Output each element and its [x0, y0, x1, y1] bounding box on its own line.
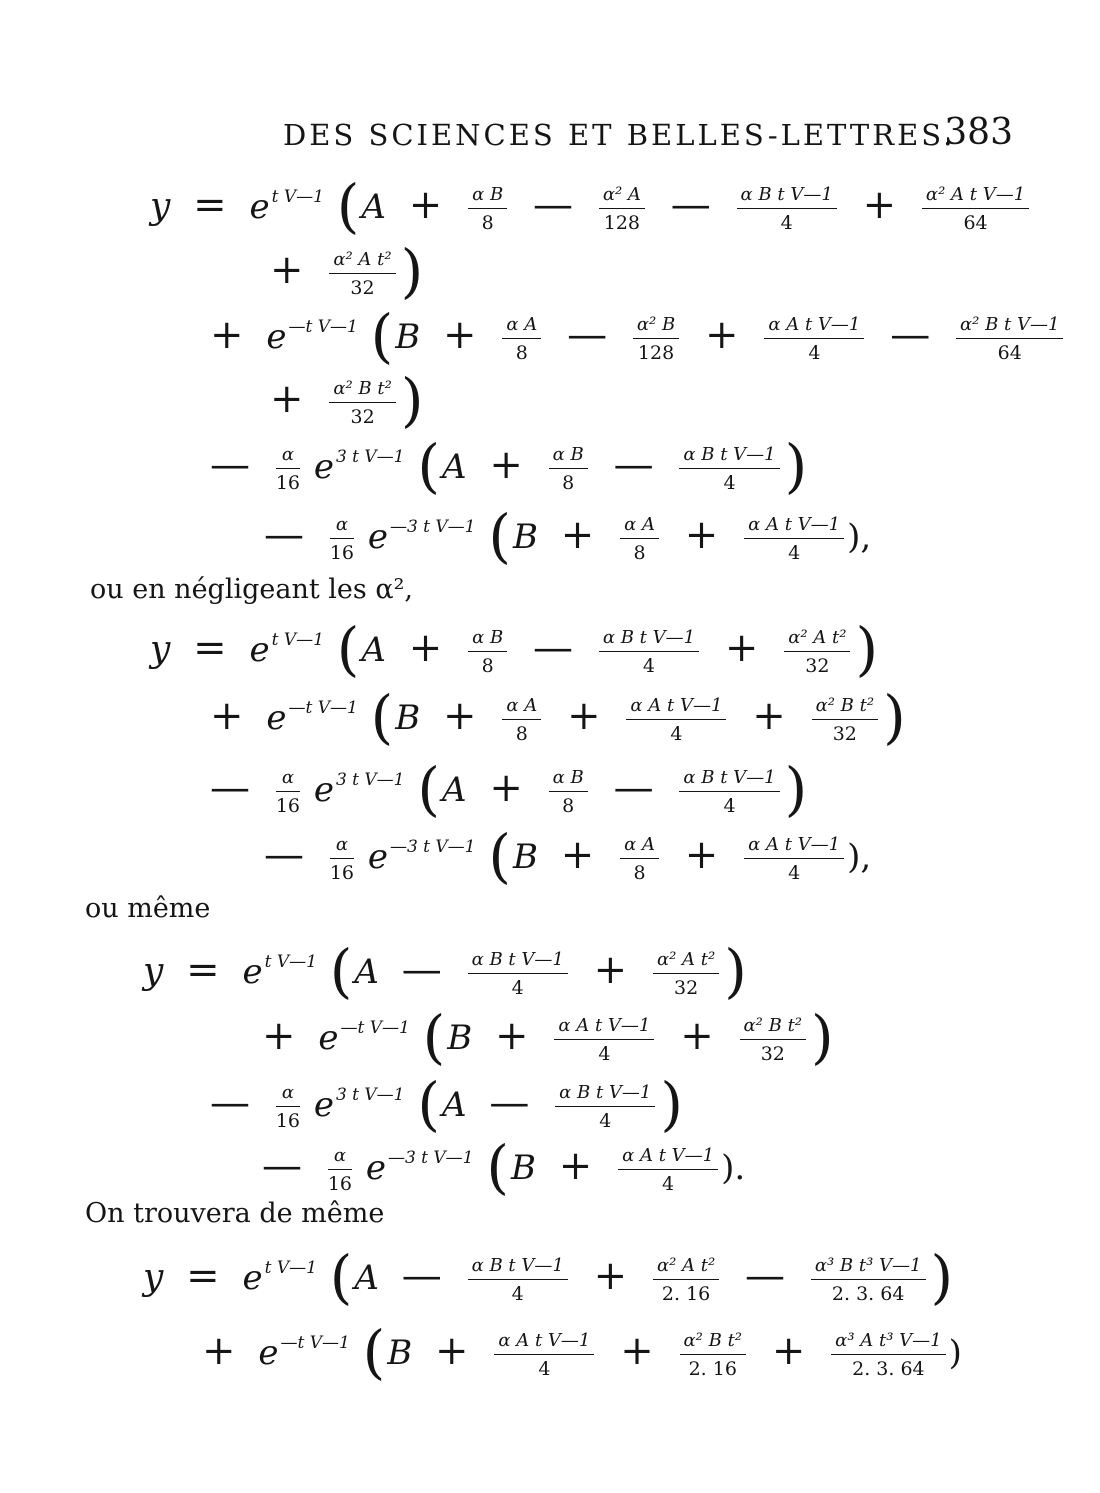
fraction: $\frac{\text{α² A t²}}{32}$	[784, 627, 850, 677]
right-paren: )	[784, 755, 808, 823]
fraction: $\frac{\text{α² B t²}}{32}$	[812, 695, 879, 745]
fraction: $\frac{\text{α² A t²}}{32}$	[653, 949, 719, 999]
right-paren: )	[855, 615, 879, 683]
fraction: $\frac{\text{α B t V—1}}{4}$	[679, 767, 779, 817]
fraction: $\frac{\text{α³ A t³ V—1}}{2. 3. 64}$	[831, 1330, 945, 1380]
fraction: $\frac{\text{α² B}}{128}$	[633, 314, 679, 364]
fraction: $\frac{\text{α A t V—1}}{4}$	[494, 1330, 594, 1380]
fraction: $\frac{\text{α B}}{8}$	[468, 627, 507, 677]
right-paren: )	[660, 1070, 684, 1138]
fraction: $\frac{\text{α A}}{8}$	[502, 695, 541, 745]
fraction: $\frac{\text{α A}}{8}$	[620, 834, 659, 884]
left-paren: (	[422, 1003, 446, 1071]
left-paren: (	[329, 1243, 353, 1311]
left-paren: (	[370, 302, 394, 370]
eq4-line1: y = e $^{t V—1}$ (A — $\frac{\text{α B t V—1}}{4}$ + $\frac{\text{α² A t²}}{2. 16}$ — $\frac{\text{α³ B t³ V—1}}{2. 3. 64}$ )	[143, 1243, 954, 1311]
fraction: $\frac{\text{α A t V—1}}{4}$	[744, 514, 844, 564]
fraction: $\frac{\text{α B t V—1}}{4}$	[737, 184, 837, 234]
left-paren: (	[417, 755, 440, 823]
right-paren: )	[400, 366, 424, 434]
right-paren: )	[930, 1243, 954, 1311]
fraction: $\frac{\text{α A}}{8}$	[620, 514, 659, 564]
eq3-line3: — $\frac{\alpha}{16}$ e $^{3 t V—1}$ (A — $\frac{\text{α B t V—1}}{4}$ )	[210, 1070, 684, 1138]
right-paren: )	[784, 432, 808, 500]
left-paren: (	[329, 937, 353, 1005]
fraction: $\frac{\text{α B}}{8}$	[549, 444, 588, 494]
page-number: 383	[944, 112, 1013, 153]
eq1-line5: — $\frac{\alpha}{16}$ e $^{3 t V—1}$ (A + $\frac{\text{α B}}{8}$ — $\frac{\text{α B t V—1}}{4}$ )	[210, 432, 808, 500]
body-text: On trouvera de même	[85, 1198, 385, 1229]
eq1-line4: + $\frac{\text{α² B t²}}{32}$ )	[270, 366, 424, 434]
fraction: $\frac{\text{α A t V—1}}{4}$	[744, 834, 844, 884]
body-text: ou même	[85, 893, 211, 924]
fraction: $\frac{\alpha}{16}$	[329, 514, 354, 564]
eq1-line3: + e $^{—t V—1}$ (B + $\frac{\text{α A}}{8}$ — $\frac{\text{α² B}}{128}$ + $\frac{\text{α A t V—1}}{4}$ — $\frac{\text{α² B t V—1}}{64}$	[198, 302, 1066, 362]
right-paren: )	[811, 1003, 834, 1071]
fraction: $\frac{\text{α³ B t³ V—1}}{2. 3. 64}$	[811, 1255, 926, 1305]
fraction: $\frac{\text{α² A t V—1}}{64}$	[922, 184, 1029, 234]
right-paren: )	[883, 683, 906, 751]
fraction: $\frac{\text{α A t V—1}}{4}$	[554, 1015, 654, 1065]
fraction: $\frac{\text{α B t V—1}}{4}$	[599, 627, 699, 677]
fraction: $\frac{\alpha}{16}$	[327, 1145, 352, 1195]
left-paren: (	[417, 1070, 440, 1138]
eq1-line6: — $\frac{\alpha}{16}$ e $^{—3 t V—1}$ (B + $\frac{\text{α A}}{8}$ + $\frac{\text{α A t V—1}}{4}$ ),	[264, 502, 872, 570]
eq2-line2: + e $^{—t V—1}$ (B + $\frac{\text{α A}}{8}$ + $\frac{\text{α A t V—1}}{4}$ + $\frac{\text{α² B t²}}{32}$ )	[210, 683, 906, 751]
fraction: $\frac{\text{α B}}{8}$	[549, 767, 588, 817]
eq1-line1: y = e $^{t V—1}$ (A + $\frac{\text{α B}}{8}$ — $\frac{\text{α² A}}{128}$ — $\frac{\text{α B t V—1}}{4}$ + $\frac{\text{α² A t V—1}}{64}$	[150, 172, 1032, 232]
fraction: $\frac{\alpha}{16}$	[329, 834, 354, 884]
left-paren: (	[370, 683, 394, 751]
fraction: $\frac{\text{α A t V—1}}{4}$	[626, 695, 726, 745]
right-paren: )	[724, 937, 747, 1005]
fraction: $\frac{\text{α B t V—1}}{4}$	[555, 1082, 655, 1132]
eq1-line2: + $\frac{\text{α² A t²}}{32}$ )	[270, 237, 424, 305]
fraction: $\frac{\text{α² B t²}}{32}$	[740, 1015, 807, 1065]
fraction: $\frac{\text{α B}}{8}$	[468, 184, 507, 234]
eq3-line2: + e $^{—t V—1}$ (B + $\frac{\text{α A t V—1}}{4}$ + $\frac{\text{α² B t²}}{32}$ )	[262, 1003, 834, 1071]
fraction: $\frac{\text{α² B t²}}{2. 16}$	[680, 1330, 747, 1380]
eq2-line1: y = e $^{t V—1}$ (A + $\frac{\text{α B}}{8}$ — $\frac{\text{α B t V—1}}{4}$ + $\frac{\text{α² A t²}}{32}$ )	[150, 615, 879, 683]
fraction: $\frac{\text{α B t V—1}}{4}$	[468, 949, 568, 999]
right-paren: )	[400, 237, 424, 305]
fraction: $\frac{\text{α² B t²}}{32}$	[329, 378, 396, 428]
fraction: $\frac{\text{α A t V—1}}{4}$	[764, 314, 864, 364]
left-paren: (	[336, 615, 360, 683]
fraction: $\frac{\text{α A}}{8}$	[502, 314, 541, 364]
fraction: $\frac{\text{α² A t²}}{32}$	[329, 249, 395, 299]
left-paren: (	[417, 432, 440, 500]
left-paren: (	[486, 1133, 509, 1201]
running-header	[283, 112, 1013, 162]
fraction: $\frac{\alpha}{16}$	[275, 1082, 300, 1132]
fraction: $\frac{\text{α B t V—1}}{4}$	[679, 444, 779, 494]
fraction: $\frac{\text{α² A}}{128}$	[599, 184, 645, 234]
eq3-line1: y = e $^{t V—1}$ (A — $\frac{\text{α B t V—1}}{4}$ + $\frac{\text{α² A t²}}{32}$ )	[143, 937, 747, 1005]
fraction: $\frac{\alpha}{16}$	[275, 444, 300, 494]
fraction: $\frac{\text{α² B t V—1}}{64}$	[956, 314, 1063, 364]
eq2-line4: — $\frac{\alpha}{16}$ e $^{—3 t V—1}$ (B + $\frac{\text{α A}}{8}$ + $\frac{\text{α A t V—1}}{4}$ ),	[264, 822, 872, 890]
fraction: $\frac{\text{α A t V—1}}{4}$	[618, 1145, 718, 1195]
fraction: $\frac{\text{α B t V—1}}{4}$	[468, 1255, 568, 1305]
fraction: $\frac{\text{α² A t²}}{2. 16}$	[653, 1255, 719, 1305]
fraction: $\frac{\alpha}{16}$	[275, 767, 300, 817]
eq4-line2: + e $^{—t V—1}$ (B + $\frac{\text{α A t V—1}}{4}$ + $\frac{\text{α² B t²}}{2. 16}$ + $\frac{\text{α³ A t³ V—1}}{2. 3. 64}$ )	[202, 1318, 962, 1386]
eq3-line4: — $\frac{\alpha}{16}$ e $^{—3 t V—1}$ (B + $\frac{\text{α A t V—1}}{4}$ ).	[262, 1133, 746, 1201]
body-text: ou en négligeant les α²,	[90, 574, 413, 605]
header-title: DES SCIENCES ET BELLES-LETTRES.	[283, 118, 956, 152]
left-paren: (	[488, 502, 511, 570]
left-paren: (	[336, 172, 360, 240]
left-paren: (	[362, 1318, 386, 1386]
left-paren: (	[488, 822, 511, 890]
eq2-line3: — $\frac{\alpha}{16}$ e $^{3 t V—1}$ (A + $\frac{\text{α B}}{8}$ — $\frac{\text{α B t V—1}}{4}$ )	[210, 755, 808, 823]
